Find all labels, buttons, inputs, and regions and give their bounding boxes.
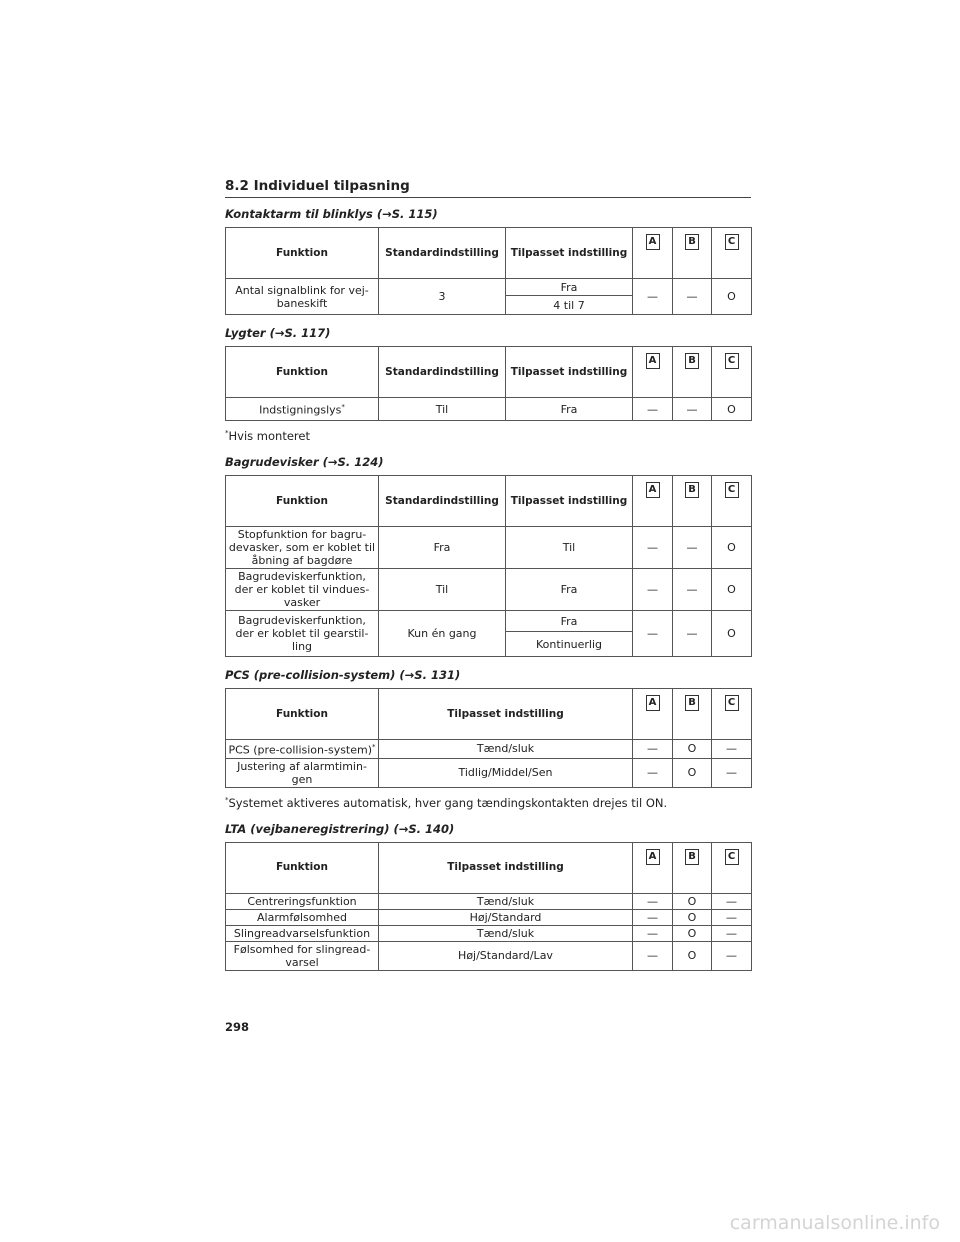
cell-a: — bbox=[633, 758, 673, 787]
cell-a: — bbox=[633, 611, 673, 657]
footnote-pcs bbox=[225, 796, 751, 810]
cell-funktion-text: Indstigningslys bbox=[259, 403, 342, 417]
badge-c: C bbox=[725, 234, 739, 250]
table-row bbox=[226, 758, 752, 787]
col-b bbox=[673, 689, 712, 740]
cell-funktion: Følsomhed for slingread-varsel bbox=[226, 941, 379, 970]
asterisk-marker: * bbox=[225, 429, 229, 438]
cell-standard: Fra bbox=[379, 527, 506, 569]
badge-b: B bbox=[685, 849, 699, 865]
table-header-row bbox=[226, 476, 752, 527]
cell-b: O bbox=[673, 758, 712, 787]
section-title-blinklys: Kontaktarm til blinklys (→S. 115) bbox=[225, 207, 438, 221]
cell-funktion: Alarmfølsomhed bbox=[226, 909, 379, 925]
cell-a: — bbox=[633, 398, 673, 421]
cell-c: — bbox=[712, 893, 752, 909]
badge-a: A bbox=[646, 353, 660, 369]
cell-tilpasset: Til bbox=[506, 527, 633, 569]
col-b bbox=[673, 476, 712, 527]
col-tilpasset: Tilpasset indstilling bbox=[506, 347, 633, 398]
cell-a: — bbox=[633, 279, 673, 315]
col-a bbox=[633, 476, 673, 527]
col-b bbox=[673, 347, 712, 398]
cell-tilpasset: Høj/Standard bbox=[379, 909, 633, 925]
watermark: carmanualsonline.info bbox=[729, 1212, 940, 1234]
cell-funktion bbox=[226, 740, 379, 759]
footnote-text: Systemet aktiveres automatisk, hver gang tændingskontakten drejes til ON. bbox=[228, 795, 668, 810]
cell-c: — bbox=[712, 758, 752, 787]
cell-c: — bbox=[712, 925, 752, 941]
table-row bbox=[226, 909, 752, 925]
col-funktion: Funktion bbox=[226, 689, 379, 740]
table-row bbox=[226, 611, 752, 632]
cell-funktion bbox=[226, 398, 379, 421]
badge-c: C bbox=[725, 849, 739, 865]
badge-a: A bbox=[646, 849, 660, 865]
cell-a: — bbox=[633, 925, 673, 941]
table-header-row bbox=[226, 228, 752, 279]
badge-b: B bbox=[685, 234, 699, 250]
section-title-pcs: PCS (pre-collision-system) (→S. 131) bbox=[225, 668, 461, 682]
table-row bbox=[226, 893, 752, 909]
cell-a: — bbox=[633, 941, 673, 970]
badge-c: C bbox=[725, 695, 739, 711]
col-funktion: Funktion bbox=[226, 842, 379, 893]
cell-tilpasset: 4 til 7 bbox=[506, 296, 633, 315]
col-a bbox=[633, 347, 673, 398]
cell-b: — bbox=[673, 611, 712, 657]
table-lygter bbox=[225, 346, 752, 421]
cell-tilpasset: Fra bbox=[506, 398, 633, 421]
col-b bbox=[673, 842, 712, 893]
asterisk-marker: * bbox=[341, 403, 345, 412]
table-row bbox=[226, 569, 752, 611]
cell-standard: Kun én gang bbox=[379, 611, 506, 657]
table-row bbox=[226, 941, 752, 970]
table-pcs bbox=[225, 688, 752, 788]
badge-b: B bbox=[685, 353, 699, 369]
cell-a: — bbox=[633, 740, 673, 759]
col-c bbox=[712, 228, 752, 279]
footnote-lygter bbox=[225, 429, 751, 443]
badge-a: A bbox=[646, 695, 660, 711]
cell-c: — bbox=[712, 941, 752, 970]
col-standard: Standardindstilling bbox=[379, 347, 506, 398]
cell-c: — bbox=[712, 909, 752, 925]
table-row bbox=[226, 740, 752, 759]
cell-b: O bbox=[673, 909, 712, 925]
page-number: 298 bbox=[225, 1020, 250, 1034]
asterisk-marker: * bbox=[225, 795, 229, 804]
page-content bbox=[225, 178, 751, 982]
section-header: 8.2 Individuel tilpasning bbox=[225, 178, 751, 198]
col-c bbox=[712, 476, 752, 527]
cell-tilpasset: Tænd/sluk bbox=[379, 925, 633, 941]
col-c bbox=[712, 842, 752, 893]
col-a bbox=[633, 228, 673, 279]
cell-funktion: Justering af alarmtimin-gen bbox=[226, 758, 379, 787]
cell-funktion: Bagrudeviskerfunktion, der er koblet til vindues-vasker bbox=[226, 569, 379, 611]
cell-a: — bbox=[633, 527, 673, 569]
col-a bbox=[633, 842, 673, 893]
badge-c: C bbox=[725, 482, 739, 498]
table-header-row bbox=[226, 842, 752, 893]
col-b bbox=[673, 228, 712, 279]
col-standard: Standardindstilling bbox=[379, 476, 506, 527]
col-tilpasset: Tilpasset indstilling bbox=[506, 228, 633, 279]
col-tilpasset: Tilpasset indstilling bbox=[506, 476, 633, 527]
col-tilpasset: Tilpasset indstilling bbox=[379, 689, 633, 740]
cell-tilpasset: Fra bbox=[506, 569, 633, 611]
cell-standard: Til bbox=[379, 398, 506, 421]
col-c bbox=[712, 347, 752, 398]
cell-b: O bbox=[673, 893, 712, 909]
cell-funktion: Stopfunktion for bagru-devasker, som er koblet til åbning af bagdøre bbox=[226, 527, 379, 569]
badge-b: B bbox=[685, 482, 699, 498]
table-header-row bbox=[226, 689, 752, 740]
section-title-bagrudevisker: Bagrudevisker (→S. 124) bbox=[225, 455, 384, 469]
cell-tilpasset: Høj/Standard/Lav bbox=[379, 941, 633, 970]
table-row bbox=[226, 925, 752, 941]
col-funktion: Funktion bbox=[226, 347, 379, 398]
cell-a: — bbox=[633, 909, 673, 925]
cell-b: — bbox=[673, 569, 712, 611]
cell-tilpasset: Tænd/sluk bbox=[379, 893, 633, 909]
table-lta bbox=[225, 842, 752, 971]
cell-standard: 3 bbox=[379, 279, 506, 315]
cell-b: — bbox=[673, 398, 712, 421]
col-tilpasset: Tilpasset indstilling bbox=[379, 842, 633, 893]
cell-c: O bbox=[712, 611, 752, 657]
col-funktion: Funktion bbox=[226, 476, 379, 527]
cell-standard: Til bbox=[379, 569, 506, 611]
cell-tilpasset: Tænd/sluk bbox=[379, 740, 633, 759]
cell-tilpasset: Tidlig/Middel/Sen bbox=[379, 758, 633, 787]
badge-b: B bbox=[685, 695, 699, 711]
cell-b: — bbox=[673, 527, 712, 569]
table-header-row bbox=[226, 347, 752, 398]
asterisk-marker: * bbox=[372, 743, 376, 751]
cell-funktion: Antal signalblink for vej-baneskift bbox=[226, 279, 379, 315]
section-title-lta: LTA (vejbaneregistrering) (→S. 140) bbox=[225, 821, 455, 836]
cell-a: — bbox=[633, 893, 673, 909]
footnote-text: Hvis monteret bbox=[228, 429, 310, 443]
col-a bbox=[633, 689, 673, 740]
cell-b: O bbox=[673, 925, 712, 941]
cell-funktion: Slingreadvarselsfunktion bbox=[226, 925, 379, 941]
col-c bbox=[712, 689, 752, 740]
cell-a: — bbox=[633, 569, 673, 611]
cell-tilpasset: Fra bbox=[506, 611, 633, 632]
badge-c: C bbox=[725, 353, 739, 369]
section-title-lygter: Lygter (→S. 117) bbox=[225, 326, 331, 340]
table-blinklys bbox=[225, 227, 752, 315]
cell-funktion-text: PCS (pre-collision-system) bbox=[228, 743, 373, 757]
table-row bbox=[226, 279, 752, 296]
cell-tilpasset: Kontinuerlig bbox=[506, 632, 633, 657]
badge-a: A bbox=[646, 234, 660, 250]
table-bagrudevisker bbox=[225, 475, 752, 657]
cell-b: O bbox=[673, 740, 712, 759]
cell-funktion: Bagrudeviskerfunktion, der er koblet til gearstil-ling bbox=[226, 611, 379, 657]
badge-a: A bbox=[646, 482, 660, 498]
cell-b: O bbox=[673, 941, 712, 970]
col-funktion: Funktion bbox=[226, 228, 379, 279]
col-standard: Standardindstilling bbox=[379, 228, 506, 279]
cell-b: — bbox=[673, 279, 712, 315]
cell-c: O bbox=[712, 398, 752, 421]
cell-tilpasset: Fra bbox=[506, 279, 633, 296]
cell-c: O bbox=[712, 527, 752, 569]
table-row bbox=[226, 398, 752, 421]
cell-c: O bbox=[712, 569, 752, 611]
table-row bbox=[226, 527, 752, 569]
cell-funktion: Centreringsfunktion bbox=[226, 893, 379, 909]
cell-c: — bbox=[712, 740, 752, 759]
cell-c: O bbox=[712, 279, 752, 315]
